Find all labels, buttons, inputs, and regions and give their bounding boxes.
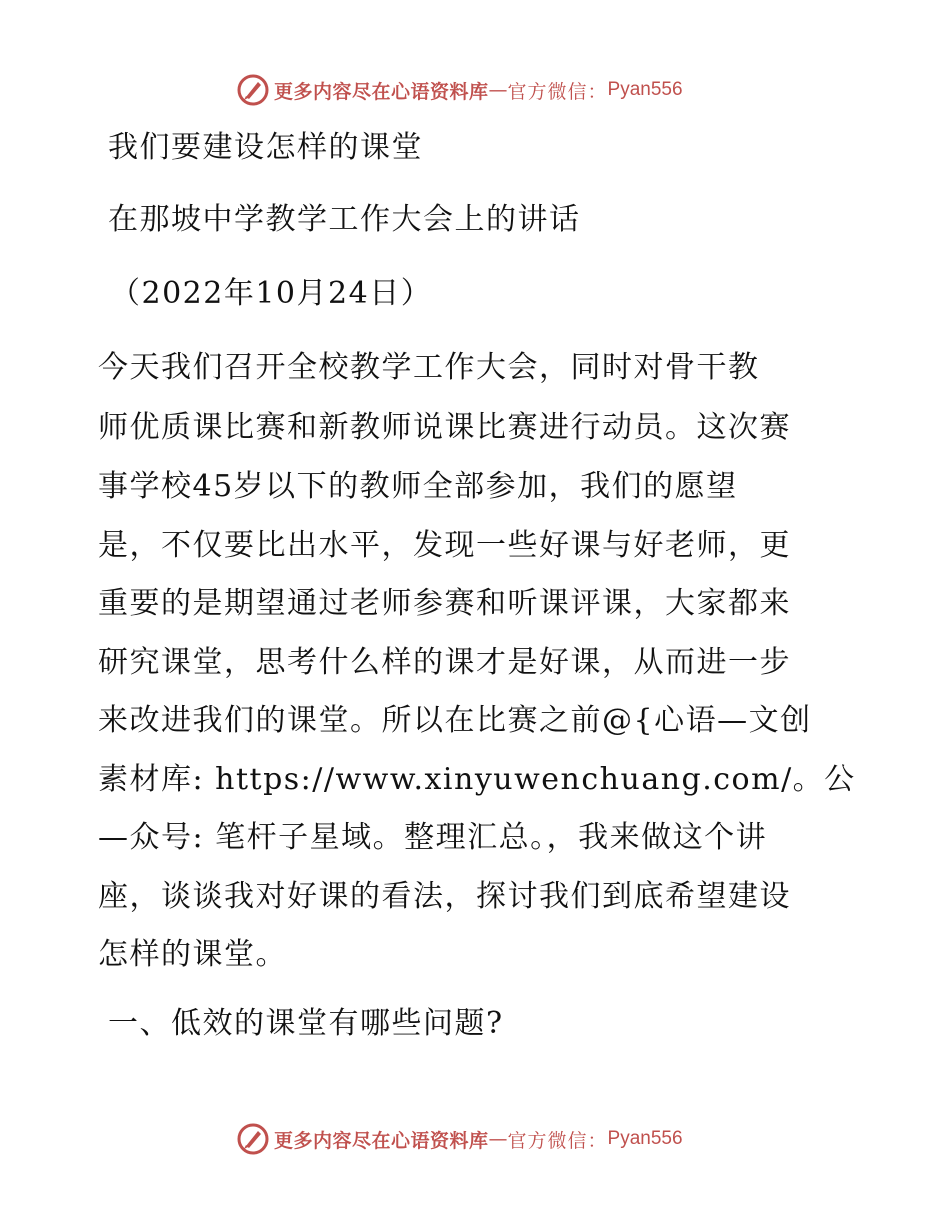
paragraph-line: 师优质课比赛和新教师说课比赛进行动员。这次赛 <box>98 410 791 445</box>
header-watermark <box>236 73 796 107</box>
paragraph-line: 事学校45岁以下的教师全部参加，我们的愿望 <box>98 469 738 504</box>
watermark-wechat-label: 官方微信： <box>507 80 608 103</box>
document-date: （2022年10月24日） <box>110 276 433 311</box>
section-heading: 一、低效的课堂有哪些问题? <box>108 1006 504 1041</box>
paragraph-line: 来改进我们的课堂。所以在比赛之前@{心语—文创 <box>98 703 812 738</box>
paragraph-line: 今天我们召开全校教学工作大会，同时对骨干教 <box>98 350 760 385</box>
watermark-dash: — <box>488 79 508 101</box>
watermark-wechat-id: Pyan556 <box>607 79 683 100</box>
paragraph-line: 座，谈谈我对好课的看法，探讨我们到底希望建设 <box>98 879 791 914</box>
paragraph-line: 怎样的课堂。 <box>98 937 287 972</box>
paragraph-line: 是，不仅要比出水平，发现一些好课与好老师，更 <box>98 528 791 563</box>
paragraph-line: 重要的是期望通过老师参赛和听课评课，大家都来 <box>98 586 791 621</box>
watermark-text: 更多内容尽在心语资料库 <box>274 1129 489 1152</box>
watermark-dash: — <box>488 1128 508 1150</box>
watermark-wechat-id: Pyan556 <box>607 1128 683 1149</box>
quill-seal-icon <box>236 1122 270 1156</box>
document-title: 我们要建设怎样的课堂 <box>108 130 423 165</box>
document-subtitle: 在那坡中学教学工作大会上的讲话 <box>108 202 581 237</box>
paragraph-line: 研究课堂，思考什么样的课才是好课，从而进一步 <box>98 645 791 680</box>
quill-seal-icon <box>236 73 270 107</box>
watermark-wechat-label: 官方微信： <box>507 1129 608 1152</box>
paragraph-line: 素材库: https://www.xinyuwenchuang.com/。公 <box>98 762 856 797</box>
watermark-text: 更多内容尽在心语资料库 <box>274 80 489 103</box>
paragraph-line: —众号: 笔杆子星域。整理汇总。，我来做这个讲 <box>98 820 768 855</box>
footer-watermark <box>236 1122 796 1156</box>
